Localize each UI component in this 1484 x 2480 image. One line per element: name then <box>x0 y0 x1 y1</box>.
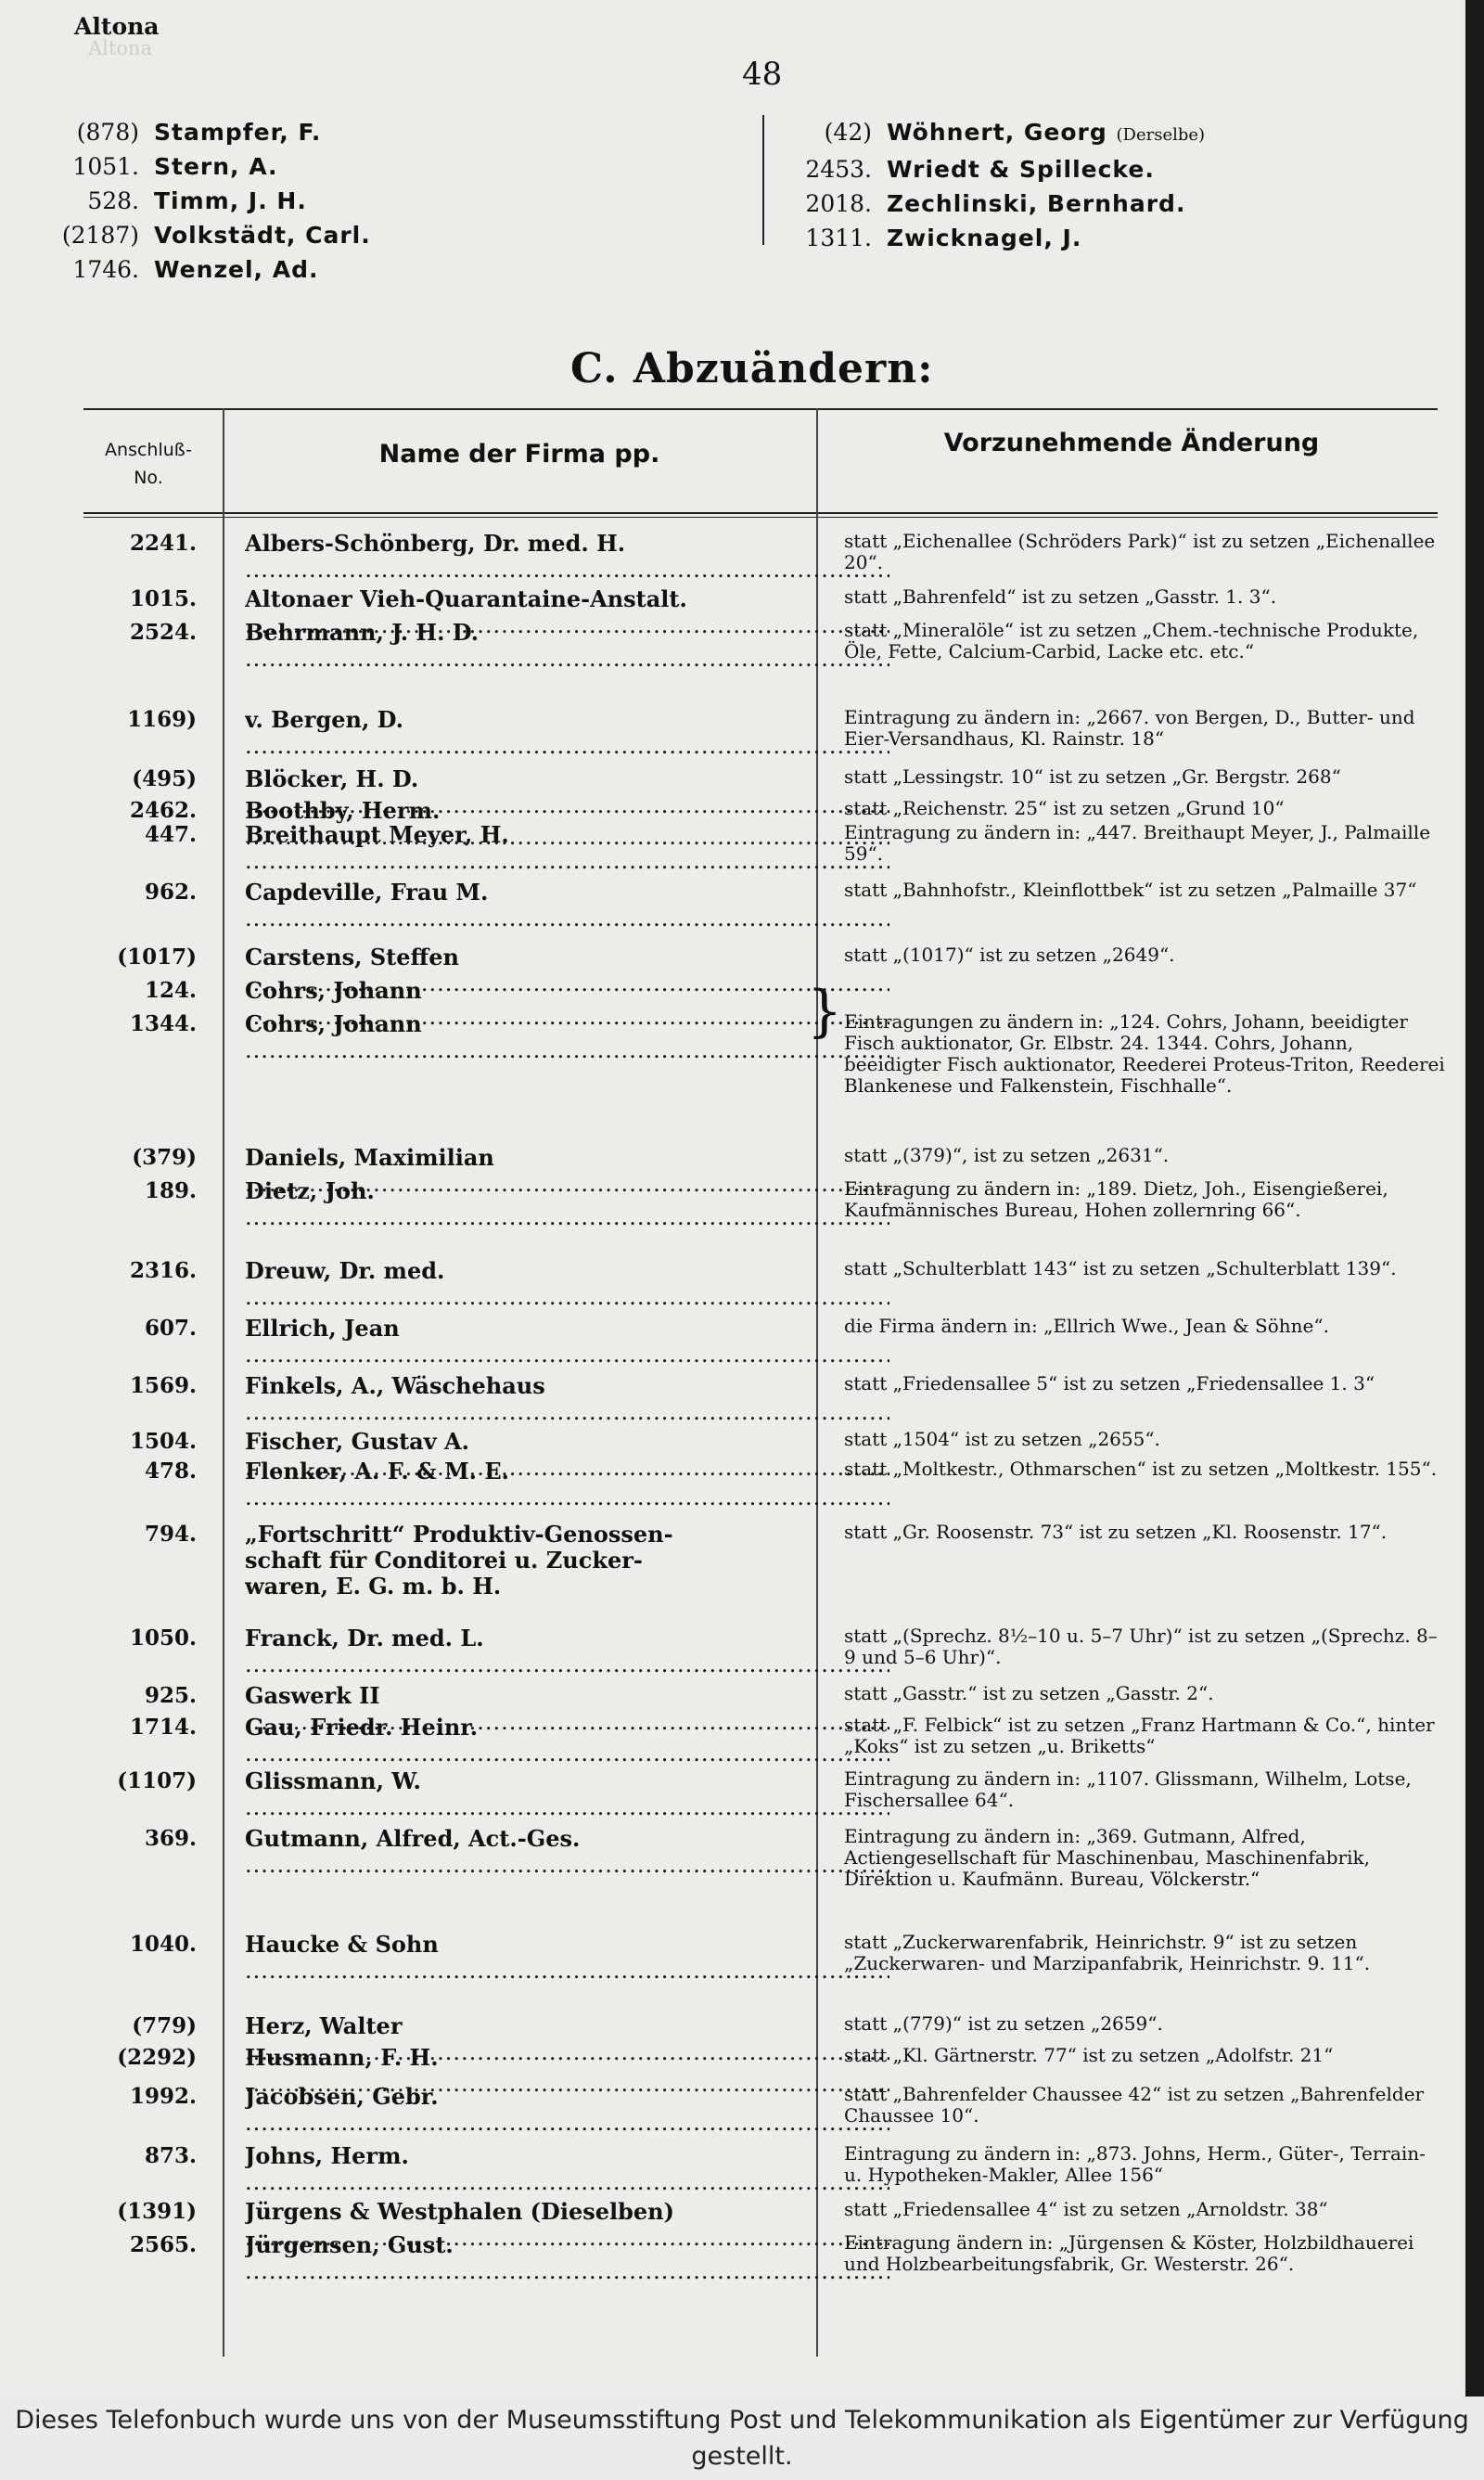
section-title: C. Abzuändern: <box>570 345 934 392</box>
firm-name: Finkels, A., Wäschehaus ..... <box>245 1373 889 1425</box>
change-text: Eintragung zu ändern in: „873. Johns, Herm., Güter-, Terrain- u. Hypotheken-Makler, Allee 156“ <box>844 2142 1426 2186</box>
firm-name: Dreuw, Dr. med. ..... <box>245 1258 889 1310</box>
anschluss-number: 2316. <box>129 1258 197 1283</box>
anschluss-number: 189. <box>144 1178 197 1203</box>
change-text: statt „F. Felbick“ ist zu setzen „Franz Hartmann & Co.“, hinter „Koks“ ist zu setzen „u. Briketts“ <box>844 1714 1435 1757</box>
firm-name: Dietz, Joh. ..... <box>245 1178 889 1230</box>
list-item: 2453. Wriedt & Spillecke. <box>805 156 1155 183</box>
list-item: 2018. Zechlinski, Bernhard. <box>805 190 1186 217</box>
anschluss-number: (2292) <box>117 2045 197 2070</box>
anschluss-number: 873. <box>144 2143 197 2168</box>
firm-name: Jacobsen, Gebr. ..... <box>245 2084 889 2136</box>
anschluss-number: 478. <box>144 1458 197 1484</box>
firm-name: Carstens, Steffen ..... <box>245 944 889 996</box>
anschluss-number: 925. <box>144 1683 197 1708</box>
change-text: Eintragung zu ändern in: „447. Breithaupt Meyer, J., Palmaille 59“. <box>844 821 1431 865</box>
anschluss-number: 1714. <box>129 1715 197 1740</box>
change-text: statt „Friedensallee 4“ ist zu setzen „Arnoldstr. 38“ <box>844 2198 1328 2220</box>
change-text: statt „Zuckerwarenfabrik, Heinrichstr. 9“ ist zu setzen „Zuckerwaren- und Marzipanfabrik, Heinrichstr. 9. 11“. <box>844 1931 1371 1974</box>
change-text: statt „(779)“ ist zu setzen „2659“. <box>844 2012 1163 2035</box>
anschluss-number: 447. <box>144 822 197 847</box>
firm-name: Altonaer Vieh-Quarantaine-Anstalt. ..... <box>245 586 889 638</box>
anschluss-number: 2524. <box>129 620 197 645</box>
anschluss-number: (379) <box>132 1145 197 1170</box>
change-text: statt „Mineralöle“ ist zu setzen „Chem.-technische Produkte, Öle, Fette, Calcium-Carbid, Lacke etc. etc.“ <box>844 619 1419 662</box>
anschluss-number: 2565. <box>129 2232 197 2257</box>
column-header-no: Anschluß- No. <box>105 440 192 488</box>
anschluss-number: 2241. <box>129 531 197 556</box>
firm-name: Herz, Walter ..... <box>245 2013 889 2065</box>
change-text: Eintragung ändern in: „Jürgensen & Köster, Holzbildhauerei und Holzbearbeitungsfabrik, Gr. Westerstr. 26“. <box>844 2231 1414 2275</box>
firm-name: Glissmann, W. ..... <box>245 1768 889 1820</box>
top-right-list <box>770 115 1205 255</box>
rule <box>83 408 1438 410</box>
list-item: 1051. Stern, A. <box>72 153 278 180</box>
anschluss-number: (1017) <box>117 944 197 970</box>
firm-name: Cohrs, Johann ..... <box>245 1011 889 1063</box>
list-item: 1311. Zwicknagel, J. <box>805 225 1082 251</box>
footer-note: Dieses Telefonbuch wurde uns von der Museumsstiftung Post und Telekommunikation als Eigentümer zur Verfügung gestellt. <box>0 2396 1484 2480</box>
anschluss-number: (1107) <box>117 1768 197 1793</box>
change-text: statt „Bahrenfeld“ ist zu setzen „Gasstr. 1. 3“. <box>844 585 1277 608</box>
change-text: statt „Bahnhofstr., Kleinflottbek“ ist zu setzen „Palmaille 37“ <box>844 879 1417 901</box>
firm-name: Jürgensen, Gust. ..... <box>245 2232 889 2284</box>
change-text: Eintragung zu ändern in: „369. Gutmann, Alfred, Actiengesellschaft für Maschinenbau, Maschinenfabrik, Direktion u. Kaufmänn. Bureau, Völckerstr.“ <box>844 1825 1370 1890</box>
anschluss-number: 1040. <box>129 1932 197 1957</box>
scan-edge <box>1465 0 1484 2396</box>
anschluss-number: 1050. <box>129 1625 197 1651</box>
firm-name: Ellrich, Jean ..... <box>245 1316 889 1368</box>
anschluss-number: 2462. <box>129 798 197 823</box>
change-text: Eintragung zu ändern in: „1107. Glissmann, Wilhelm, Lotse, Fischersallee 64“. <box>844 1767 1412 1811</box>
page-city-header: Altona <box>74 13 160 40</box>
firm-name: Boothby, Herm. ..... <box>245 798 889 850</box>
column-header-name: Name der Firma pp. <box>378 440 660 469</box>
change-text: statt „(1017)“ ist zu setzen „2649“. <box>844 944 1175 966</box>
top-left-list <box>37 115 371 287</box>
column-divider <box>762 115 764 245</box>
anschluss-number: 607. <box>144 1316 197 1341</box>
change-text: statt „Moltkestr., Othmarschen“ ist zu setzen „Moltkestr. 155“. <box>844 1458 1438 1480</box>
change-text: die Firma ändern in: „Ellrich Wwe., Jean & Söhne“. <box>844 1315 1329 1337</box>
change-text: Eintragungen zu ändern in: „124. Cohrs, Johann, beeidigter Fisch auktionator, Gr. Elbstr. 24. 1344. Cohrs, Johann, beeidigter Fisch auktionator, Reederei Proteus-Triton, Reederei Blankenese und Falkenstein, Fischhalle“. <box>844 1010 1445 1097</box>
anschluss-number: 1344. <box>129 1011 197 1036</box>
anschluss-number: 794. <box>144 1522 197 1547</box>
page-number: 48 <box>742 56 783 93</box>
firm-name: Breithaupt Meyer, H. ..... <box>245 822 889 874</box>
list-item: 528. Timm, J. H. <box>87 187 307 214</box>
list-item: (2187) Volkstädt, Carl. <box>61 222 371 249</box>
firm-name: Cohrs, Johann ..... <box>245 978 889 1030</box>
change-text: statt „Schulterblatt 143“ ist zu setzen „Schulterblatt 139“. <box>844 1257 1397 1279</box>
firm-name: Blöcker, H. D. ..... <box>245 766 889 818</box>
change-text: Eintragung zu ändern in: „189. Dietz, Joh., Eisengießerei, Kaufmännisches Bureau, Hohen zollernring 66“. <box>844 1177 1388 1221</box>
anschluss-number: 1169) <box>127 707 197 732</box>
change-text: statt „Kl. Gärtnerstr. 77“ ist zu setzen „Adolfstr. 21“ <box>844 2044 1334 2066</box>
anschluss-number: 124. <box>144 978 197 1003</box>
anschluss-number: (779) <box>132 2013 197 2038</box>
anschluss-number: 1992. <box>129 2084 197 2109</box>
rule <box>83 517 1438 518</box>
firm-name: Albers-Schönberg, Dr. med. H. ..... <box>245 531 889 583</box>
list-item: (878) Stampfer, F. <box>76 119 322 146</box>
anschluss-number: (495) <box>132 766 197 791</box>
change-text: statt „Bahrenfelder Chaussee 42“ ist zu setzen „Bahrenfelder Chaussee 10“. <box>844 2083 1425 2127</box>
rule <box>83 512 1438 514</box>
firm-name: v. Bergen, D. ..... <box>245 707 889 759</box>
firm-name: Gutmann, Alfred, Act.-Ges. ..... <box>245 1826 889 1878</box>
firm-name: Gau, Friedr. Heinr. ..... <box>245 1715 889 1767</box>
firm-name: Behrmann, J. H. D. ..... <box>245 620 889 672</box>
change-text: statt „Gasstr.“ ist zu setzen „Gasstr. 2“. <box>844 1682 1214 1704</box>
change-text: statt „Eichenallee (Schröders Park)“ ist zu setzen „Eichenallee 20“. <box>844 530 1436 573</box>
change-text: statt „(Sprechz. 8½–10 u. 5–7 Uhr)“ ist zu setzen „(Sprechz. 8–9 und 5–6 Uhr)“. <box>844 1625 1438 1668</box>
change-text: statt „(379)“, ist zu setzen „2631“. <box>844 1144 1170 1166</box>
column-divider <box>223 408 224 2357</box>
list-item: 1746. Wenzel, Ad. <box>72 256 319 283</box>
firm-name: Haucke & Sohn ..... <box>245 1932 889 1984</box>
firm-name: „Fortschritt“ Produktiv-Genossen- schaft für Conditorei u. Zucker- waren, E. G. m. b. H. <box>245 1522 673 1600</box>
firm-name: Fischer, Gustav A. ..... <box>245 1429 889 1481</box>
change-text: statt „Friedensallee 5“ ist zu setzen „Friedensallee 1. 3“ <box>844 1372 1375 1394</box>
anschluss-number: 369. <box>144 1826 197 1851</box>
firm-name: Flenker, A. F. & M. E. ..... <box>245 1458 889 1510</box>
change-text: statt „1504“ ist zu setzen „2655“. <box>844 1428 1160 1450</box>
firm-name: Franck, Dr. med. L. ..... <box>245 1625 889 1677</box>
column-header-change: Vorzunehmende Änderung <box>943 429 1320 457</box>
bleed-through-text: Altona <box>88 37 153 59</box>
anschluss-number: (1391) <box>117 2199 197 2224</box>
firm-name: Daniels, Maximilian ..... <box>245 1145 889 1197</box>
change-text: Eintragung zu ändern in: „2667. von Bergen, D., Butter- und Eier-Versandhaus, Kl. Rainstr. 18“ <box>844 706 1415 750</box>
firm-name: Jürgens & Westphalen (Dieselben) ..... <box>245 2199 889 2251</box>
anschluss-number: 1504. <box>129 1429 197 1454</box>
anschluss-number: 1015. <box>129 586 197 611</box>
firm-name: Capdeville, Frau M. ..... <box>245 880 889 932</box>
brace: } <box>807 979 843 1044</box>
anschluss-number: 962. <box>144 880 197 905</box>
firm-name: Johns, Herm. ..... <box>245 2143 889 2195</box>
firm-name: Gaswerk II ..... <box>245 1683 889 1735</box>
list-item: (42) Wöhnert, Georg (Derselbe) <box>824 119 1206 146</box>
firm-name: Husmann, F. H. ..... <box>245 2045 889 2097</box>
change-text: statt „Gr. Roosenstr. 73“ ist zu setzen „Kl. Roosenstr. 17“. <box>844 1521 1388 1543</box>
change-text: statt „Reichenstr. 25“ ist zu setzen „Grund 10“ <box>844 797 1285 819</box>
change-text: statt „Lessingstr. 10“ ist zu setzen „Gr. Bergstr. 268“ <box>844 765 1341 788</box>
anschluss-number: 1569. <box>129 1373 197 1398</box>
